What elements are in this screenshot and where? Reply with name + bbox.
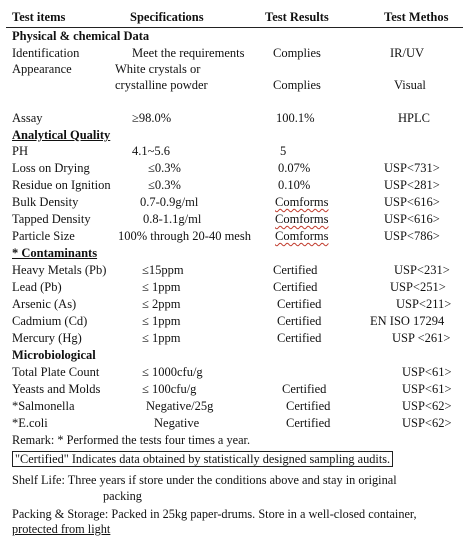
table-row: Residue on Ignition ≤0.3% 0.10% USP<281>	[12, 178, 440, 192]
table-row: Total Plate Count ≤ 1000cfu/g USP<61>	[12, 365, 452, 379]
header-specifications: Specifications	[130, 10, 204, 24]
table-row: Assay ≥98.0% 100.1% HPLC	[12, 111, 430, 125]
section-title-physical: Physical & chemical Data	[12, 29, 150, 43]
certified-note	[12, 451, 393, 467]
packing-storage-line2	[12, 521, 110, 537]
header-test-items: Test items	[12, 10, 66, 24]
table-row: Yeasts and Molds ≤ 100cfu/g Certified USP<61>	[12, 382, 452, 396]
packing-storage-line1: Packing & Storage: Packed in 25kg paper-drums. Store in a well-closed container,	[12, 507, 417, 521]
header-test-methods: Test Methos	[384, 10, 449, 24]
section-title-microbiological: Microbiological	[12, 348, 96, 362]
header-test-results: Test Results	[265, 10, 329, 24]
table-row: Tapped Density 0.8-1.1g/ml Comforms USP<616>	[12, 212, 440, 226]
table-row: Particle Size 100% through 20-40 mesh Comforms USP<786>	[12, 229, 440, 243]
remark-note: Remark: * Performed the tests four times a year.	[12, 433, 251, 447]
table-row: Mercury (Hg) ≤ 1ppm Certified USP <261>	[12, 331, 451, 345]
table-row: *Salmonella Negative/25g Certified USP<62>	[12, 399, 452, 413]
table-row: PH 4.1~5.6 5	[12, 144, 287, 158]
section-title-contaminants: * Contaminants	[12, 246, 98, 260]
table-row: Identification Meet the requirements Complies IR/UV	[12, 46, 425, 60]
table-row: *E.coli Negative Certified USP<62>	[12, 416, 452, 430]
table-row: Heavy Metals (Pb) ≤15ppm Certified USP<231>	[12, 263, 450, 277]
certified-note-text: "Certified" Indicates data obtained by statistically designed sampling audits.	[12, 451, 393, 467]
table-row: crystalline powder Complies Visual	[115, 78, 426, 92]
table-row: Loss on Drying ≤0.3% 0.07% USP<731>	[12, 161, 440, 175]
shelf-life-line2: packing	[103, 489, 142, 503]
section-title-analytical: Analytical Quality	[12, 128, 111, 142]
shelf-life-line1: Shelf Life: Three years if store under the conditions above and stay in original	[12, 473, 397, 487]
table-row: Appearance White crystals or	[12, 62, 201, 76]
table-row: Lead (Pb) ≤ 1ppm Certified USP<251>	[12, 280, 446, 294]
table-row: Cadmium (Cd) ≤ 1ppm Certified EN ISO 17294	[12, 314, 445, 328]
table-row: Arsenic (As) ≤ 2ppm Certified USP<211>	[12, 297, 452, 311]
table-row: Bulk Density 0.7-0.9g/ml Comforms USP<616>	[12, 195, 440, 209]
table-header	[0, 9, 469, 26]
packing-storage-line2-text: protected from light	[12, 522, 111, 536]
